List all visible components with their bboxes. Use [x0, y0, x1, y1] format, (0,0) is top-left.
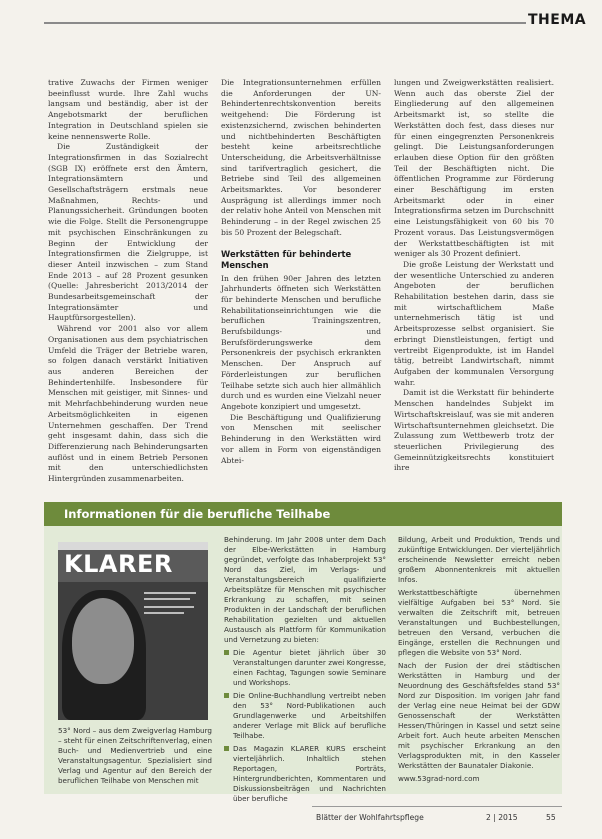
image-caption: 53° Nord – aus dem Zweigverlag Hamburg – steht für einen Zeitschriftenverlag, einen Buch- und Medienvertrieb und eine Veranstaltungsagentur. Spezialisiert sind Verlag und Agentur auf den Bereich der beruflichen Teilhabe von Menschen mit [58, 726, 212, 785]
list-item: Die Online-Buchhandlung vertreibt neben den 53° Nord-Publikationen auch Grundlagenwerke und Arbeitshilfen anderer Verlage mit Blick auf berufliche Teilhabe. [224, 691, 386, 741]
website-link[interactable]: www.53grad-nord.com [398, 774, 480, 783]
list-item: Das Magazin KLARER KURS erscheint vierteljährlich. Inhaltlich stehen Reportagen, Porträts, Hintergrundberichten, Kommentaren und Diskussionsbeiträgen und Nachrichten über berufliche [224, 744, 386, 804]
journal-name: Blätter der Wohlfahrtspflege [316, 813, 424, 822]
info-box-title: Informationen für die berufliche Teilhabe [64, 507, 331, 521]
paragraph: Die große Leistung der Werkstatt und der wesentliche Unterschied zu anderen Angeboten der beruflichen Rehabilitation bestehen darin, dass sie mit wirtschaftlichem Maße unternehmerisch tätig ist und Arbeitsprozesse selbst organisiert. Sie erbringt Dienstleistungen, fertigt und vertreibt Eigenprodukte, ist im Handel tätig, betreibt Landwirtschaft, nimmt Aufgaben der kommunalen Versorgung wahr. [394, 259, 554, 387]
cover-portrait-face [72, 598, 134, 684]
paragraph: trative Zuwachs der Firmen weniger beeinflusst wurde. Ihre Zahl wuchs langsam und beständig, aber ist der Angebotsmarkt der beruflichen Integration in Deutschland spielen sie keine nennenswerte Rolle. [48, 78, 208, 141]
paragraph: In den frühen 90er Jahren des letzten Jahrhunderts öffneten sich Werkstätten für behinderte Menschen und berufliche Rehabilitationseinrichtungen wie die beruflichen Trainingszentren, Berufsbildungs- und Berufsförderungswerke dem Personenkreis der psychisch erkrankten Menschen. Der Anspruch auf Förderleistungen zur beruflichen Teilhabe setzte sich auch hier allmählich durch und es wurden eine Vielzahl neuer Angebote konzipiert und umgesetzt. [221, 273, 381, 411]
bullet-square-icon [224, 650, 229, 655]
bullet-square-icon [224, 746, 229, 751]
info-box-header [44, 502, 562, 526]
paragraph: Die Zuständigkeit der Integrationsfirmen in das Sozialrecht (SGB IX) eröffnete erst den Ämtern, Integrationsämtern und Gesellschaftsträgern erstmals neue Maßnahmen, Rechts- und Planungssicherheit. Gründungen booten wie die Folge. Stellt die Personengruppe mit psychischen Einschränkungen zu Beginn der Entwicklung der Integrationsfirmen die Zielgruppe, ist dieser Anteil inzwischen – zum Stand Ende 2013 – auf 28 Prozent gesunken (Quelle: Jahresbericht 2013/2014 der Bundesarbeitsgemeinschaft der Integrationsämter und Hauptfürsorgestellen). [48, 142, 208, 323]
paragraph: Nach der Fusion der drei städtischen Werkstätten in Hamburg und der Neuordnung des Geschäftsfeldes stand 53° Nord zur Disposition. Im vorigen Jahr fand der Verlag eine neue Heimat bei der GDW Genossenschaft der Werkstätten Hessen/Thüringen in Kassel und setzt seine Arbeit fort. Auch heute arbeiten Menschen mit psychischer Erkrankung an den Verlagsprodukten mit, in den Kasseler Werkstätten der Baunataler Diakonie. [398, 661, 560, 770]
paragraph: Die Beschäftigung und Qualifizierung von Menschen mit seelischer Behinderung in den Werkstätten wird vor allem in Form von eigenständigen Abtei- [221, 412, 381, 465]
header-rule [44, 22, 526, 24]
list-item: Die Agentur bietet jährlich über 30 Veranstaltungen darunter zwei Kongresse, einen Fachtag, Tagungen sowie Seminare und Workshops. [224, 648, 386, 688]
cover-text-line [144, 612, 184, 614]
cover-text-line [144, 606, 194, 608]
bullet-list [224, 648, 386, 804]
paragraph: Damit ist die Werkstatt für behinderte Menschen handelndes Subjekt im Wirtschaftskreislauf, was sie mit anderen Wirtschaftsunternehmen gleichsetzt. Die Zulassung zum Wettbewerb trotz der steuerlichen Privilegierung des Gemeinnützigkeitsrechts konstituiert ihre [394, 388, 554, 473]
cover-text-line [144, 598, 190, 600]
paragraph: Während vor 2001 also vor allem Organisationen aus dem psychiatrischen Umfeld die Träger der Betriebe waren, so folgen danach verstärkt Initiativen aus anderen Bereichen der Behindertenhilfe. Insbesondere für Menschen mit geistiger, mit Sinnes- und mit Mehrfachbehinderung wurden neue Arbeitsmöglichkeiten in eigenen Unternehmen geschaffen. Der Trend geht insgesamt dahin, dass sich die Differenzierung nach Behinderungsarten auflöst und in einem Betrieb Personen mit den unterschiedlichsten Hintergründen zusammenarbeiten. [48, 324, 208, 484]
paragraph: lungen und Zweigwerkstätten realisiert. Wenn auch das oberste Ziel der Eingliederung auf den allgemeinen Arbeitsmarkt ist, so stellte die Werkstätten doch fest, dass dieses nur für einen eingegrenzten Personenkreis gelingt. Die Leistungsanforderungen erlauben diese Option für den größten Teil der Beschäftigten nicht. Die öffentlichen Programme zur Förderung einer Beschäftigung im ersten Arbeitsmarkt oder in einer Integrationsfirma setzen im Durchschnitt eine Leistungsfähigkeit von 60 bis 70 Prozent voraus. Das Leistungsvermögen der Werkstattbeschäftigten ist mit weniger als 30 Prozent definiert. [394, 78, 554, 259]
cover-text-line [144, 592, 196, 594]
paragraph: Die Integrationsunternehmen erfüllen die Anforderungen der UN-Behindertenrechtskonvention bereits weitgehend: Die Förderung ist existenzsichernd, zwischen behinderten und nichtbehinderten Beschäftigten besteht keine arbeitsrechtliche Unterscheidung, die Arbeitsverhältnisse sind tarifvertraglich gesichert, die Betriebe sind Teil des allgemeinen Arbeitsmarktes. Vor besonderer Ausprägung ist allerdings immer noch der relativ hohe Anteil von Menschen mit Behinderung – in der Regel zwischen 25 bis 50 Prozent der Belegschaft. [221, 78, 381, 237]
page-number: 55 [546, 813, 556, 822]
paragraph: Behinderung. Im Jahr 2008 unter dem Dach der Elbe-Werkstätten in Hamburg gegründet, verfolgte das Inhaberprojekt 53° Nord das Ziel, im Verlags- und Veranstaltungsbereich qualifizierte Arbeitsplätze für Menschen mit psychischer Erkrankung zu schaffen, mit seinen Produkten in der Landschaft der beruflichen Rehabilitation gezielten und aktuellen Austausch als Plattform für Kommunikation und Vernetzung zu bieten: [224, 535, 386, 644]
issue-number: 2 | 2015 [486, 813, 518, 822]
article-column-1 [48, 78, 208, 485]
article-column-3 [394, 78, 554, 474]
magazine-cover-image [58, 542, 208, 720]
cover-top-strip [58, 542, 208, 550]
paragraph: Bildung, Arbeit und Produktion, Trends und zukünftige Entwicklungen. Der vierteljährlich erscheinende Newsletter erreicht neben großem Abonnentenkreis mit aktuellen Infos. [398, 535, 560, 584]
info-box [44, 502, 562, 803]
bullet-square-icon [224, 693, 229, 698]
paragraph: Werkstattbeschäftigte übernehmen vielfältige Aufgaben bei 53° Nord. Sie verwalten die Zeitschrift mit, betreuen Veranstaltungen und Buchbestellungen, betreuen den Versand, verbuchen die Eingänge, erstellen die Rechnungen und pflegen die Website von 53° Nord. [398, 588, 560, 657]
info-box-column-3 [398, 535, 560, 787]
article-column-2 [221, 78, 381, 466]
subheading: Werkstätten für behinderte Menschen [221, 248, 352, 270]
magazine-title: KLARER [64, 550, 173, 578]
footer-rule [312, 806, 562, 807]
section-label: THEMA [528, 12, 587, 28]
article-columns [48, 78, 554, 498]
info-box-column-2 [224, 535, 386, 807]
